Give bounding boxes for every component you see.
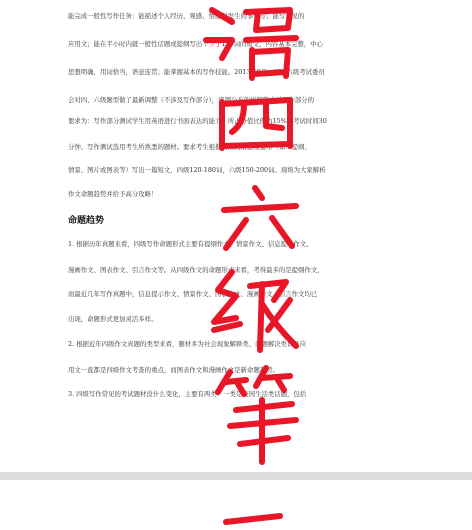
text-line: 要求为：写作部分测试学生用英语进行书面表达的能力，所占分值比例为15%，考试时间30 [68, 117, 327, 125]
next-page [0, 480, 472, 530]
text-line: 而最近几年写作真题中，信息提示作文、情景作文、图表作文、漫画作文、引言作文均已 [68, 290, 318, 298]
text-line: 3. 四级写作常见的考试题材没什么变化，主要有两类：一类是校园生活类话题，包括 [68, 390, 307, 398]
text-line: 出现，命题形式更加灵活多样。 [68, 315, 158, 323]
page-gap [0, 472, 472, 480]
section-heading: 命题趋势 [68, 216, 105, 226]
text-line: 1. 根据历年真题来看，四级写作命题形式主要有提纲作文、情景作文、信息提示作文、 [68, 240, 313, 248]
text-line: 会对四、六级题型做了最新调整（不涉及写作部分），官网公布的说明等中对写作部分的 [68, 96, 315, 104]
text-line: 漫画作文、图表作文、引言作文等。从四级作文的命题形式来看，考得最多的是提纲作文， [68, 266, 324, 274]
text-line: 分钟。写作测试选用考生所熟悉的题材。要求考生根据所给的信息及提示（如：提纲、 [68, 143, 311, 151]
text-line: 情景、图片或图表等）写出一篇短文，四级120-180词，六级150-200词。现将为大家解析 [68, 166, 326, 174]
text-line: 2. 根据近年四级作文真题的类型来看，题材多为社会现象解释类、问题解决类以及应 [68, 340, 307, 348]
text-line: 思想明确，用词恰当，语意连贯；能掌握基本的写作技能。2013年8月，四、六级考试委员 [68, 68, 325, 76]
text-line: 用文一直都是四级作文考查的重点，而图表作文和漫画作文是新命题趋势。 [68, 366, 279, 374]
text-line: 作文命题趋势并给予高分攻略！ [68, 190, 158, 198]
text-line: 应用文；能在半小时内就一般性话题或提纲写出不少于120词的短文，内容基本完整，中心 [68, 40, 324, 48]
text-line: 能完成一般性写作任务：能描述个人经历、观感、情感和发生的事件等；能写常见的 [68, 12, 305, 20]
